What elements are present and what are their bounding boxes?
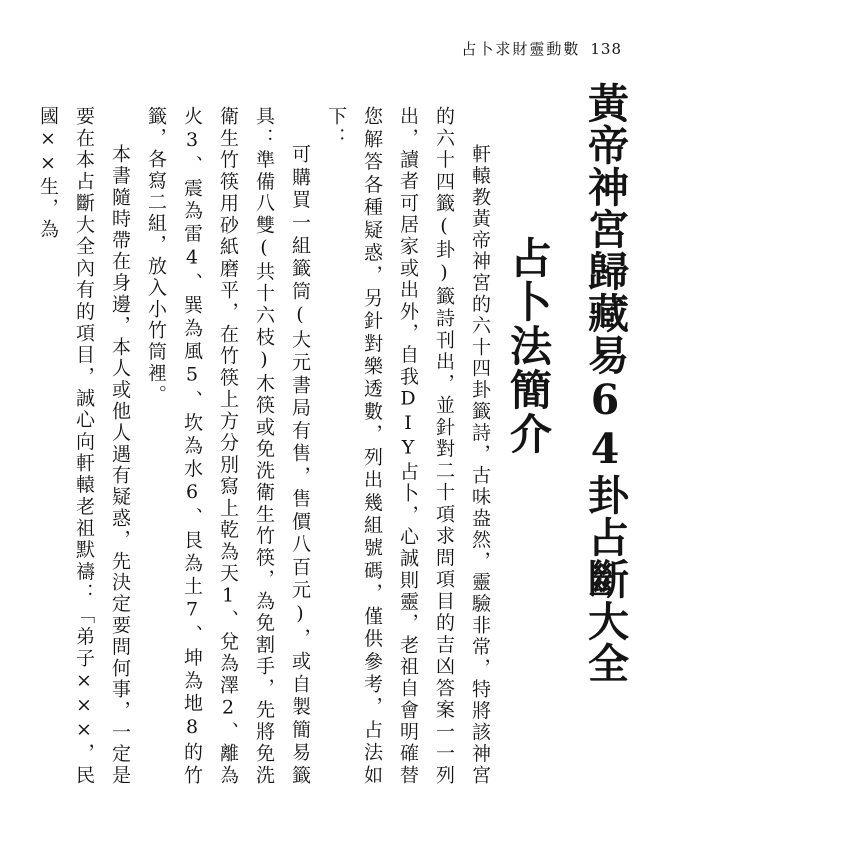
body-paragraph-3: 本書隨時帶在身邊，本人或他人遇有疑惑，先決定要問何事，一定是要在本占斷大全內有的項目，誠心向軒轅老祖默禱：「弟子×××，民國××生，為 <box>37 106 131 786</box>
main-title: 黃帝神宮歸藏易64卦占斷大全 <box>581 82 629 684</box>
running-title: 占卜求財靈動數 <box>461 40 581 58</box>
section-title: 占卜法簡介 <box>504 236 553 456</box>
body-text <box>37 106 498 786</box>
page-number: 138 <box>590 40 622 58</box>
body-paragraph-1: 軒轅教黃帝神宮的六十四卦籤詩，古味盎然，靈驗非常，特將該神宮的六十四籤(卦)籤詩刊出，並針對二十項求問項目的吉凶答案一一列出，讀者可居家或出外，自我DIY占卜，心誠則靈，老祖自會明確替您解答各種疑惑，另針對樂透數，列出幾組號碼，僅供參考，占法如下： <box>325 106 491 786</box>
body-paragraph-2: 可購買一組籤筒(大元書局有售，售價八百元)，或自製簡易籤具：準備八雙(共十六枝)木筷或免洗衛生竹筷，為免割手，先將免洗衛生竹筷用砂紙磨平，在竹筷上方分別寫上乾為天1、兌為澤2、離為火3、震為雷4、巽為風5、坎為水6、艮為土7、坤為地8的竹籤，各寫二組，放入小竹筒裡。 <box>145 106 311 786</box>
running-header <box>461 38 622 59</box>
